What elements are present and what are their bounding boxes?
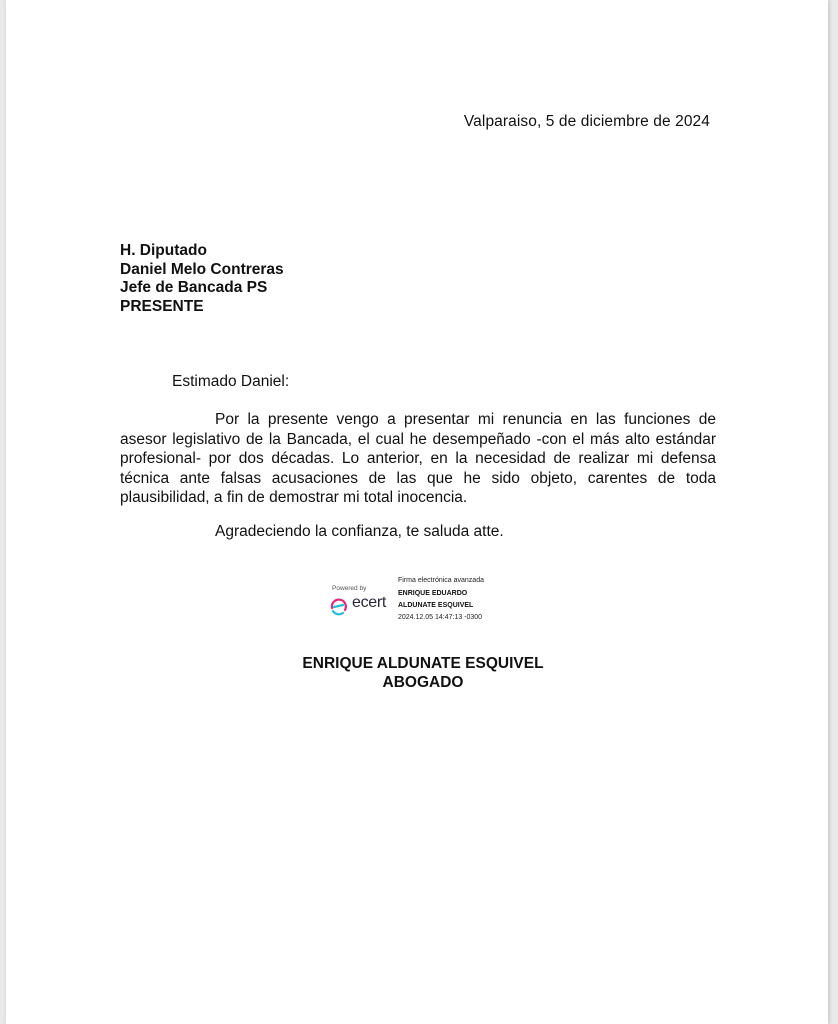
recipient-position: Jefe de Bancada PS: [120, 279, 268, 296]
powered-by-label: Powered by: [332, 585, 367, 592]
ecert-brand-text: ecert: [352, 594, 387, 611]
recipient-name: Daniel Melo Contreras: [120, 260, 284, 278]
recipient-honorific: H. Diputado: [120, 242, 207, 259]
ecert-logo-icon: [328, 595, 350, 617]
signer-block: [12, 654, 834, 692]
electronic-signature-stamp: [328, 575, 528, 627]
signature-type-label: Firma electrónica avanzada: [398, 577, 484, 584]
signature-name-line2: ALDUNATE ESQUIVEL: [398, 602, 474, 609]
closing-line: Agradeciendo la confianza, te saluda atte.: [215, 523, 504, 540]
document-page: [6, 0, 828, 1024]
signature-name-line1: ENRIQUE EDUARDO: [398, 590, 468, 597]
date-line: Valparaiso, 5 de diciembre de 2024: [463, 113, 710, 130]
recipient-block: [120, 242, 284, 316]
signer-name: ENRIQUE ALDUNATE ESQUIVEL: [302, 655, 544, 672]
greeting: Estimado Daniel:: [172, 373, 290, 390]
signer-title: ABOGADO: [382, 674, 464, 691]
body-paragraph: Por la presente vengo a presentar mi renuncia en las funciones de asesor legislativo de la Bancada, el cual he desempeñado -con el más alto estándar profesional- por dos décadas. Lo anterior, en la necesidad de realizar mi defensa técnica ante falsas acusaciones de las que he sido objeto, carentes de toda plausibilidad, a fin de demostrar mi total inocencia.: [120, 411, 716, 506]
signature-timestamp: 2024.12.05 14:47:13 -0300: [398, 614, 483, 621]
recipient-presente: PRESENTE: [120, 297, 204, 315]
